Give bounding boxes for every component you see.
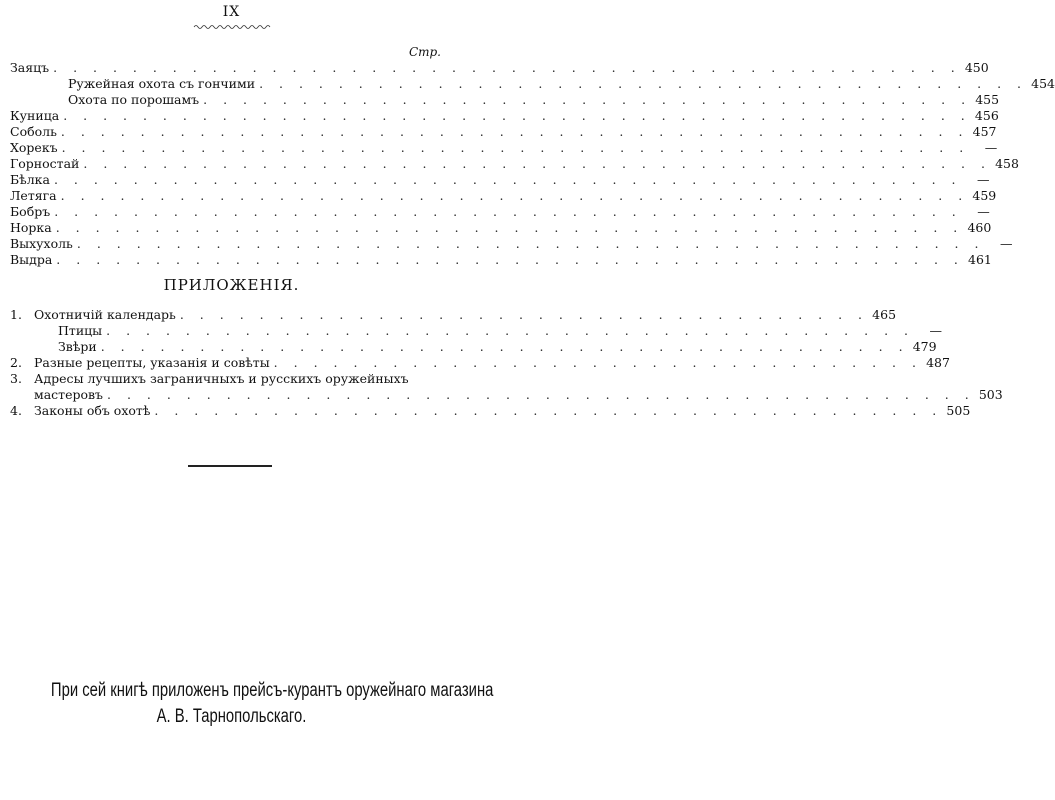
toc-entry-label: Охота по порошамъ	[68, 92, 200, 107]
toc-row	[68, 92, 1000, 107]
toc-row	[10, 172, 990, 187]
toc-entry-label: Заяцъ	[10, 60, 50, 75]
toc-entry-page: 458	[995, 156, 1019, 171]
toc-entry-page: 460	[967, 220, 992, 235]
appendix-label: Адресы лучшихъ заграничныхъ и русскихъ оружейныхъ	[34, 371, 409, 386]
dot-leader: . . . . . . . . . . . . . . . . . . . . . . . . . . . . . . . . . . . . . . . . . . . . . .	[83, 156, 991, 171]
dot-leader: . . . . . . . . . . . . . . . . . . . . . . . . . . . . . . . . . . . . . . . . . . . . . .	[61, 140, 970, 155]
page-number: IX	[222, 4, 241, 20]
toc-entry-page: 456	[974, 108, 999, 123]
dot-leader: . . . . . . . . . . . . . . . . . . . . . . . . . . . . . . . . . . . . . . . .	[154, 403, 943, 418]
toc-entry-label: Выдра	[10, 252, 53, 267]
dot-leader: . . . . . . . . . . . . . . . . . . . . . . . . . . . . . . . . . . . . . . . . .	[106, 323, 914, 338]
toc-entry-label: Хорекъ	[10, 140, 58, 155]
toc-entry-label: Норка	[10, 220, 52, 235]
toc-entry-label: Соболь	[10, 124, 57, 139]
appendix-label: Звѣри	[58, 339, 97, 354]
appendix-row	[10, 371, 443, 386]
toc-entry-page: —	[977, 204, 990, 219]
footer-line-1: При сей книгѣ приложенъ прейсъ-курантъ оружейнаго магазина	[50, 680, 494, 701]
appendix-row	[58, 323, 942, 338]
appendix-number: 1.	[10, 307, 22, 322]
appendix-page: 487	[926, 355, 950, 370]
toc-entry-page: 455	[975, 92, 1000, 107]
wavy-rule-ornament	[194, 24, 270, 30]
dot-leader: . . . . . . . . . . . . . . . . . . . . . . . . . . . . . . . . . . . . . . . . . . . . . .	[53, 172, 962, 187]
toc-row	[10, 252, 992, 267]
appendix-page: —	[929, 323, 942, 338]
toc-entry-label: Бобръ	[10, 204, 51, 219]
appendix-row	[10, 355, 950, 370]
appendix-label: мастеровъ	[34, 387, 104, 402]
toc-row	[10, 156, 1019, 171]
appendix-page: 505	[946, 403, 971, 418]
appendix-row	[58, 339, 937, 354]
toc-row	[10, 140, 998, 155]
toc-entry-page: —	[977, 172, 990, 187]
appendix-label: Птицы	[58, 323, 103, 338]
dot-leader: . . . . . . . . . . . . . . . . . . . . . . . . . . . . . . . . . . . . . . . . . . . . . .	[55, 220, 964, 235]
section-divider	[188, 465, 272, 467]
toc-row	[10, 204, 990, 219]
dot-leader: . . . . . . . . . . . . . . . . . . . . . . . . . . . . . . . . .	[273, 355, 922, 370]
toc-entry-label: Горностай	[10, 156, 80, 171]
dot-leader: . . . . . . . . . . . . . . . . . . . . . . . . . . . . . . . . . . .	[179, 307, 869, 322]
dot-leader: . . . . . . . . . . . . . . . . . . . . . . . . . . . . . . . . . . . . . . . . . . . .	[107, 387, 975, 402]
toc-row	[10, 124, 997, 139]
toc-row	[68, 76, 1055, 91]
footer-notice	[50, 678, 494, 730]
toc-entry-page: —	[999, 236, 1013, 251]
toc-entry-label: Летяга	[10, 188, 57, 203]
dot-leader: . . . . . . . . . . . . . . . . . . . . . . . . . . . . . . . . . . . . . . .	[259, 76, 1028, 91]
toc-entry-page: 461	[968, 252, 992, 267]
toc-row	[10, 108, 999, 123]
toc-row	[10, 220, 992, 235]
dot-leader: . . . . . . . . . . . . . . . . . . . . . . . . . . . . . . . . . . . . . . .	[203, 92, 972, 107]
appendix-page: 465	[872, 307, 897, 322]
appendix-label: Разные рецепты, указанія и совѣты	[34, 355, 270, 370]
dot-leader: . . . . . . . . . . . . . . . . . . . . . . . . . . . . . . . . . . . . . . . . . . . . . .	[60, 188, 969, 203]
page-column-label: Стр.	[408, 45, 441, 59]
dot-leader: . . . . . . . . . . . . . . . . . . . . . . . . . . . . . . . . . . . . . . . . . . . . . .	[76, 236, 985, 251]
toc-entry-label: Ружейная охота съ гончими	[68, 76, 256, 91]
appendix-row	[10, 307, 897, 322]
dot-leader: . . . . . . . . . . . . . . . . . . . . . . . . . . . . . . . . . . . . . . . . . . . . . .	[54, 204, 962, 219]
appendix-heading: ПРИЛОЖЕНІЯ.	[163, 276, 300, 294]
appendix-label: Охотничій календарь	[34, 307, 176, 322]
appendix-row	[34, 387, 1003, 402]
toc-row	[10, 188, 997, 203]
footer-line-2: А. В. Тарнопольскаго.	[156, 706, 307, 727]
appendix-number: 3.	[10, 371, 22, 386]
appendix-number: 4.	[10, 403, 22, 418]
dot-leader: . . . . . . . . . . . . . . . . . . . . . . . . . . . . . . . . . . . . . . . . . . . . . .	[63, 108, 971, 123]
appendix-page: 503	[978, 387, 1003, 402]
dot-leader: . . . . . . . . . . . . . . . . . . . . . . . . . . . . . . . . . . . . . . . . . . . . . .	[53, 60, 961, 75]
appendix-page: 479	[912, 339, 937, 354]
toc-entry-page: 450	[964, 60, 989, 75]
toc-entry-page: —	[984, 140, 998, 155]
toc-row	[10, 236, 1013, 251]
appendix-row	[10, 403, 971, 418]
toc-row	[10, 60, 989, 75]
toc-entry-label: Куница	[10, 108, 60, 123]
toc-entry-page: 459	[972, 188, 997, 203]
dot-leader: . . . . . . . . . . . . . . . . . . . . . . . . . . . . . . . . . . . . . . . . .	[100, 339, 909, 354]
dot-leader: . . . . . . . . . . . . . . . . . . . . . . . . . . . . . . . . . . . . . . . . . . . . . .	[56, 252, 964, 267]
toc-entry-page: 454	[1031, 76, 1055, 91]
toc-entry-label: Выхухоль	[10, 236, 73, 251]
dot-leader: . . . . . . . . . . . . . . . . . . . . . . . . . . . . . . . . . . . . . . . . . . . . . .	[60, 124, 969, 139]
toc-entry-page: 457	[972, 124, 997, 139]
appendix-number: 2.	[10, 355, 22, 370]
appendix-label: Законы объ охотѣ	[34, 403, 151, 418]
toc-entry-label: Бѣлка	[10, 172, 50, 187]
